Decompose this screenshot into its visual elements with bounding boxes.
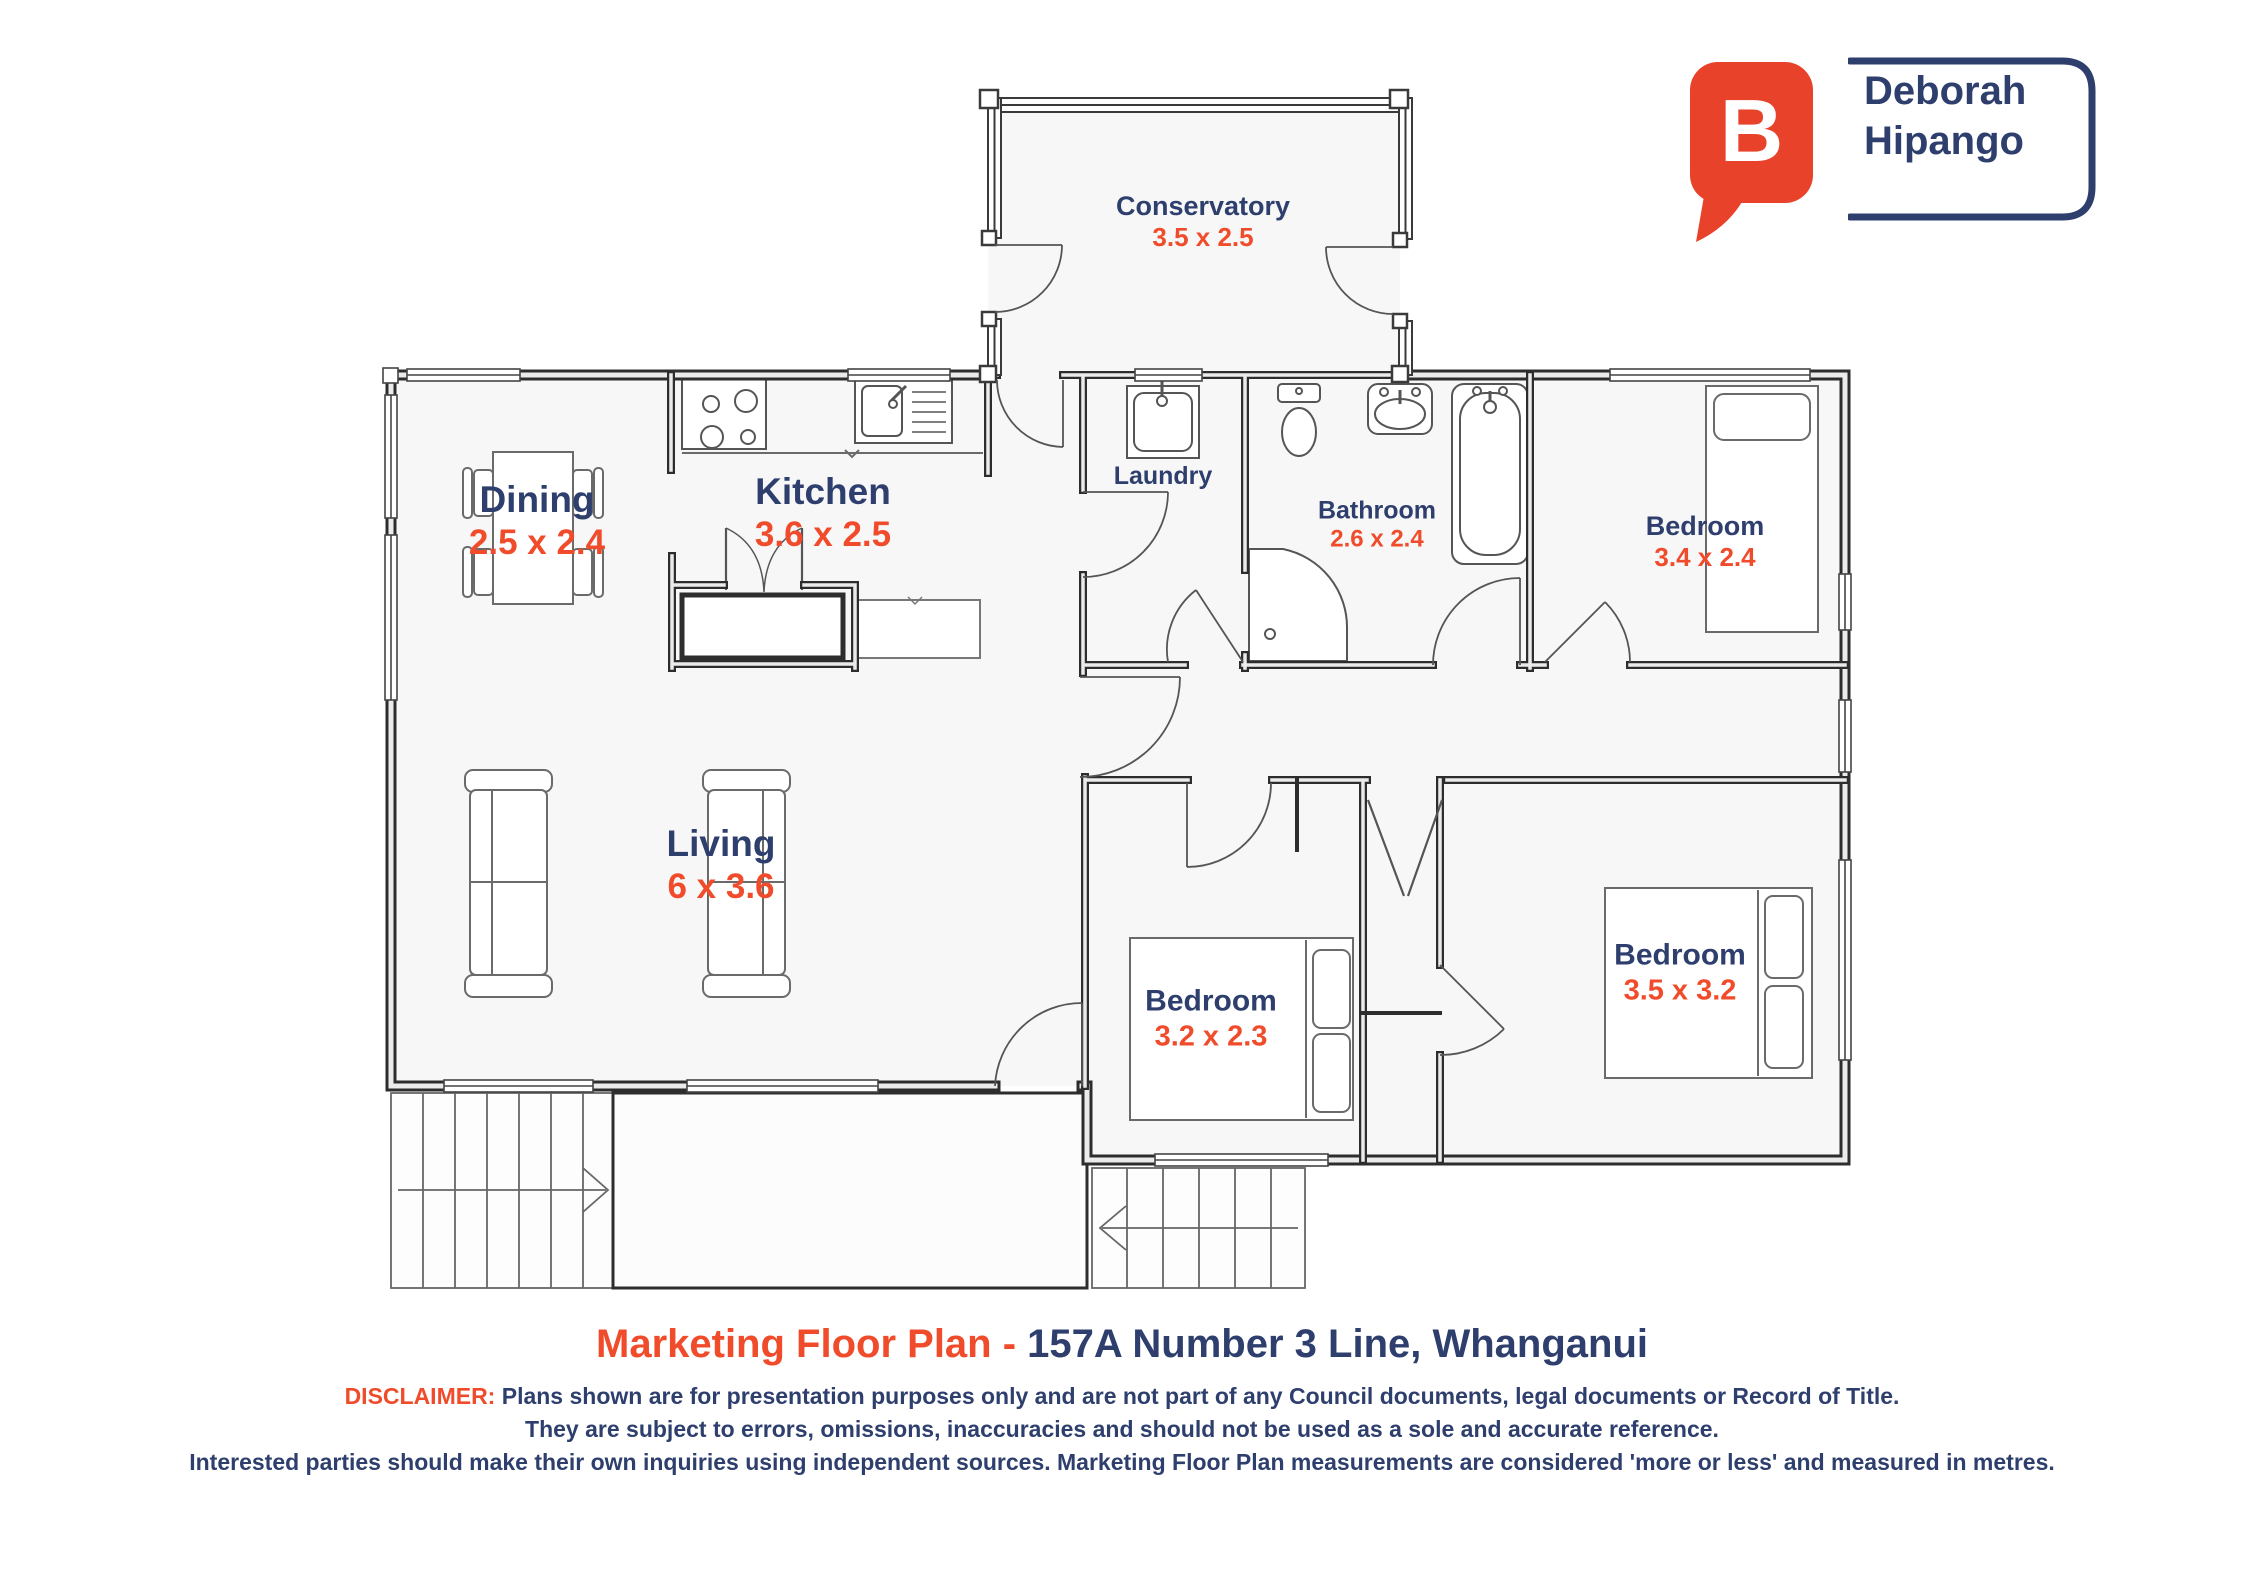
laundry-tub [1127, 380, 1199, 458]
title-prefix: Marketing Floor Plan - [596, 1322, 1028, 1366]
disclaimer-line-1 [0, 1380, 2244, 1413]
room-dims: 3.6 x 2.5 [754, 515, 892, 555]
room-name: Bedroom [1145, 984, 1277, 1018]
disclaimer-label: DISCLAIMER: [344, 1383, 496, 1409]
room-name: Dining [479, 478, 595, 520]
room-name: Bedroom [1614, 938, 1746, 972]
logo-letter: B [1719, 81, 1784, 180]
room-dims: 3.5 x 2.5 [1152, 222, 1254, 253]
logo-speech-bubble-icon [1690, 62, 1813, 203]
agent-name-line2: Hipango [1864, 119, 2024, 163]
agent-name [1864, 66, 2026, 166]
room-name: Laundry [1113, 462, 1213, 490]
page-title [0, 1322, 2244, 1367]
bathtub [1452, 384, 1528, 564]
sofa-left [465, 770, 552, 997]
room-label-living [667, 822, 776, 908]
kitchen-stove [682, 379, 766, 449]
bed-single [1706, 386, 1818, 632]
deck [613, 1093, 1087, 1288]
toilet [1278, 384, 1320, 456]
agent-name-line1: Deborah [1864, 69, 2027, 113]
logo-speech-tail-icon [1694, 196, 1754, 256]
room-label-bathroom [1318, 496, 1436, 555]
room-label-bedroom-2 [1145, 984, 1277, 1055]
room-label-dining [469, 478, 605, 564]
room-label-bedroom-1 [1646, 510, 1765, 574]
room-dims: 3.4 x 2.4 [1654, 542, 1756, 573]
room-dims: 2.6 x 2.4 [1330, 525, 1424, 553]
stairs-right [1092, 1168, 1305, 1288]
stairs-left [391, 1093, 613, 1288]
room-name: Bedroom [1645, 511, 1765, 542]
room-name: Kitchen [755, 470, 891, 512]
room-label-bedroom-3 [1614, 938, 1746, 1009]
title-address: 157A Number 3 Line, Whanganui [1027, 1322, 1648, 1366]
room-name: Bathroom [1317, 496, 1437, 525]
disclaimer-line-3: Interested parties should make their own inquiries using independent sources. Marketing Floor Plan measurements are considered 'more or less' and measured in metres. [189, 1449, 2055, 1475]
kitchen-sink [855, 379, 952, 443]
room-name: Conservatory [1115, 191, 1291, 222]
disclaimer-text-1: Plans shown are for presentation purposes only and are not part of any Council documents, legal documents or Record of Title. [501, 1383, 1900, 1409]
room-label-kitchen [755, 470, 891, 556]
disclaimer [0, 1380, 2244, 1479]
disclaimer-line-2: They are subject to errors, omissions, inaccuracies and should not be used as a sole and accurate reference. [525, 1416, 1719, 1442]
room-dims: 3.5 x 3.2 [1623, 974, 1737, 1007]
kitchen-bench [857, 597, 980, 658]
room-dims: 6 x 3.6 [667, 867, 775, 907]
room-dims: 2.5 x 2.4 [468, 523, 606, 563]
vanity-sink [1368, 384, 1432, 434]
room-dims: 3.2 x 2.3 [1154, 1020, 1268, 1053]
room-name: Living [666, 822, 776, 864]
room-label-laundry [1114, 461, 1213, 491]
room-label-conservatory [1116, 190, 1290, 254]
